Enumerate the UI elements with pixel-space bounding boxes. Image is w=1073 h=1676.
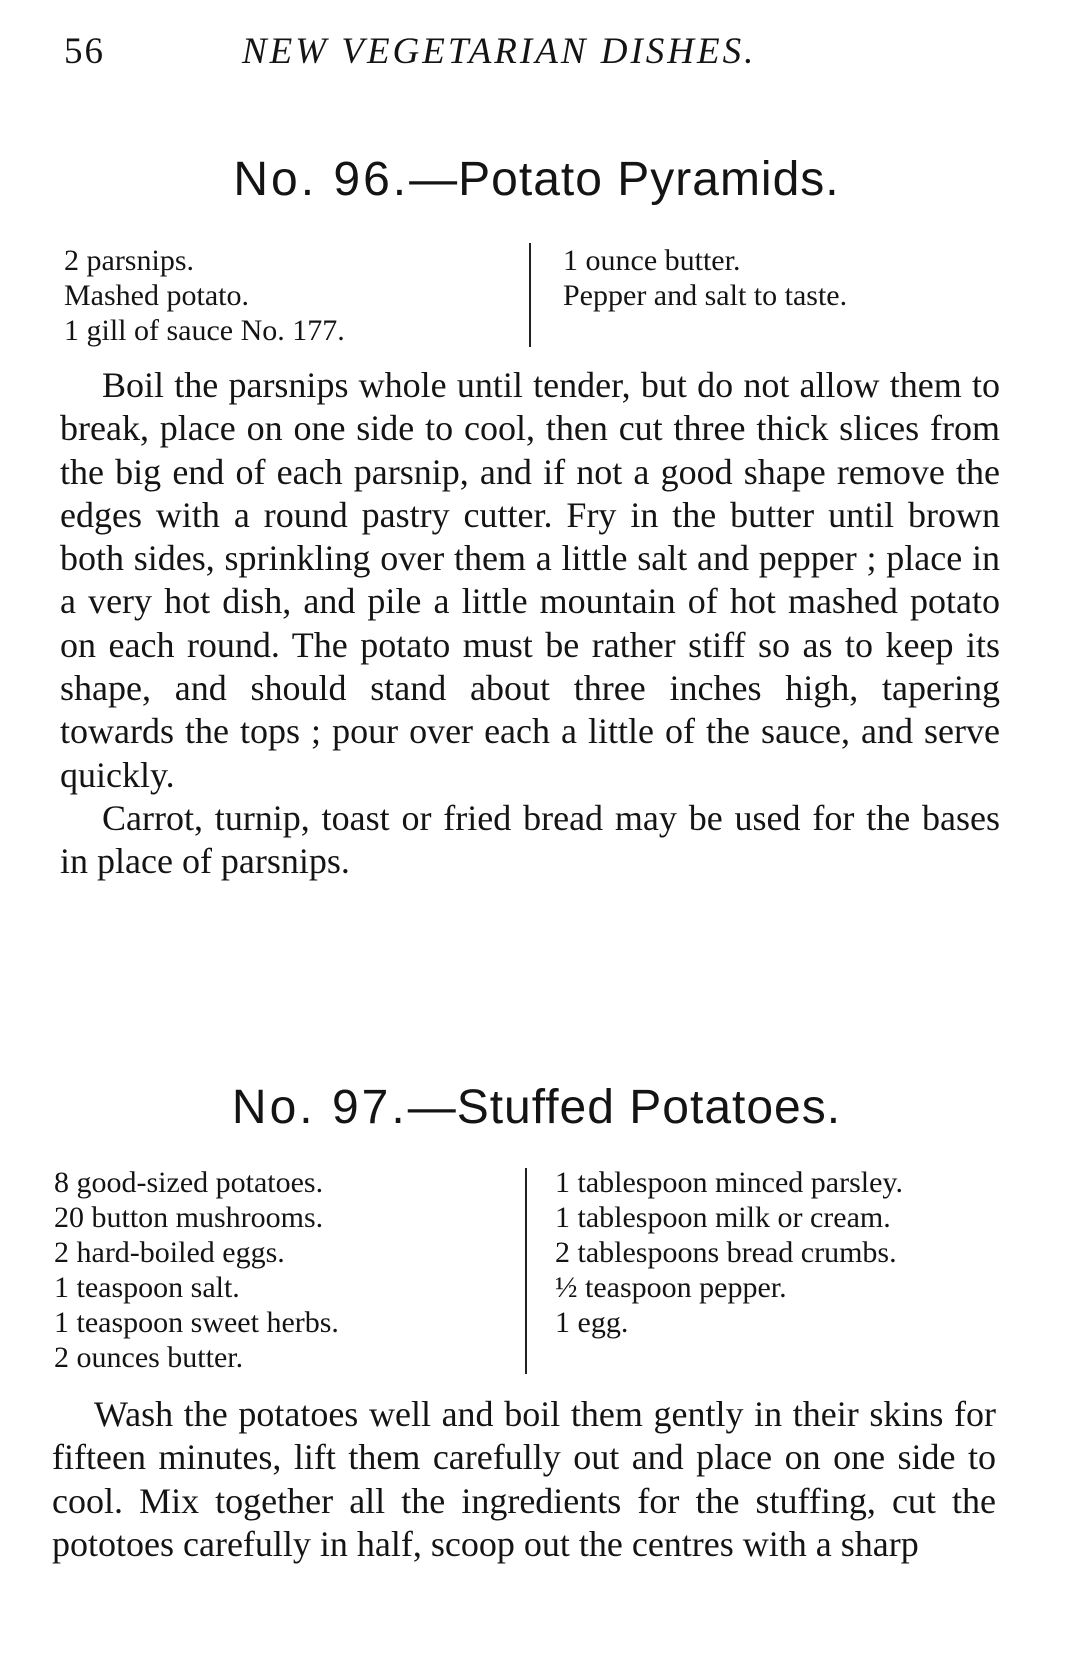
recipe-97-name: —Stuffed Potatoes. xyxy=(407,1081,842,1134)
running-title: NEW VEGETARIAN DISHES. xyxy=(242,31,757,72)
ingredient: 2 tablespoons bread crumbs. xyxy=(555,1236,897,1269)
ingredient: 1 ounce butter. xyxy=(563,244,741,277)
recipe-96-ingredients-left xyxy=(64,243,345,348)
page-number: 56 xyxy=(64,31,105,72)
recipe-97-title xyxy=(0,1080,1073,1135)
ingredient: 1 teaspoon salt. xyxy=(54,1271,240,1304)
ingredient: 2 parsnips. xyxy=(64,244,194,277)
ingredient: 2 ounces butter. xyxy=(54,1341,244,1374)
recipe-97-ingredients-left xyxy=(54,1165,339,1375)
paragraph: Carrot, turnip, toast or fried bread may be used for the bases in place of parsnips. xyxy=(60,797,1000,882)
recipe-96-title xyxy=(0,152,1073,207)
recipe-97-directions xyxy=(52,1393,996,1566)
ingredient: Mashed potato. xyxy=(64,279,249,312)
paragraph: Boil the parsnips whole until tender, but do not allow them to break, place on one side to cool, then cut three thick slices from the big end of each parsnip, and if not a good shape remove the edges with a round pastry cutter. Fry in the butter until brown both sides, sprinkling over them a little salt and pepper ; place in a very hot dish, and pile a little mountain of hot mashed potato on each round. The potato must be rather stiff so as to keep its shape, and should stand about three inches high, tapering towards the tops ; pour over each a little of the sauce, and serve quickly. xyxy=(60,365,1000,795)
ingredient: 1 gill of sauce No. 177. xyxy=(64,314,345,347)
ingredient: 20 button mushrooms. xyxy=(54,1201,324,1234)
ingredient: 1 tablespoon milk or cream. xyxy=(555,1201,891,1234)
recipe-97-number: No. 97. xyxy=(231,1081,408,1134)
running-header xyxy=(64,22,1004,72)
ingredient: ½ teaspoon pepper. xyxy=(555,1271,787,1304)
paragraph: Wash the potatoes well and boil them gently in their skins for fifteen minutes, lift them carefully out and place on one side to cool. Mix together all the ingredients for the stuffing, cut the pototoes carefully in half, scoop out the centres with a sharp xyxy=(52,1394,996,1564)
recipe-96-number: No. 96. xyxy=(233,153,410,206)
ingredient-divider xyxy=(525,1168,527,1374)
ingredient: 1 teaspoon sweet herbs. xyxy=(54,1306,339,1339)
recipe-97-ingredients-right xyxy=(555,1165,903,1340)
recipe-96-ingredients-right xyxy=(563,243,847,313)
ingredient: 1 tablespoon minced parsley. xyxy=(555,1166,903,1199)
recipe-96-directions xyxy=(60,364,1000,884)
recipe-96-name: —Potato Pyramids. xyxy=(409,153,840,206)
ingredient: 8 good-sized potatoes. xyxy=(54,1166,324,1199)
ingredient-divider xyxy=(529,243,531,347)
ingredient: Pepper and salt to taste. xyxy=(563,279,848,312)
ingredient: 2 hard-boiled eggs. xyxy=(54,1236,285,1269)
ingredient: 1 egg. xyxy=(555,1306,629,1339)
